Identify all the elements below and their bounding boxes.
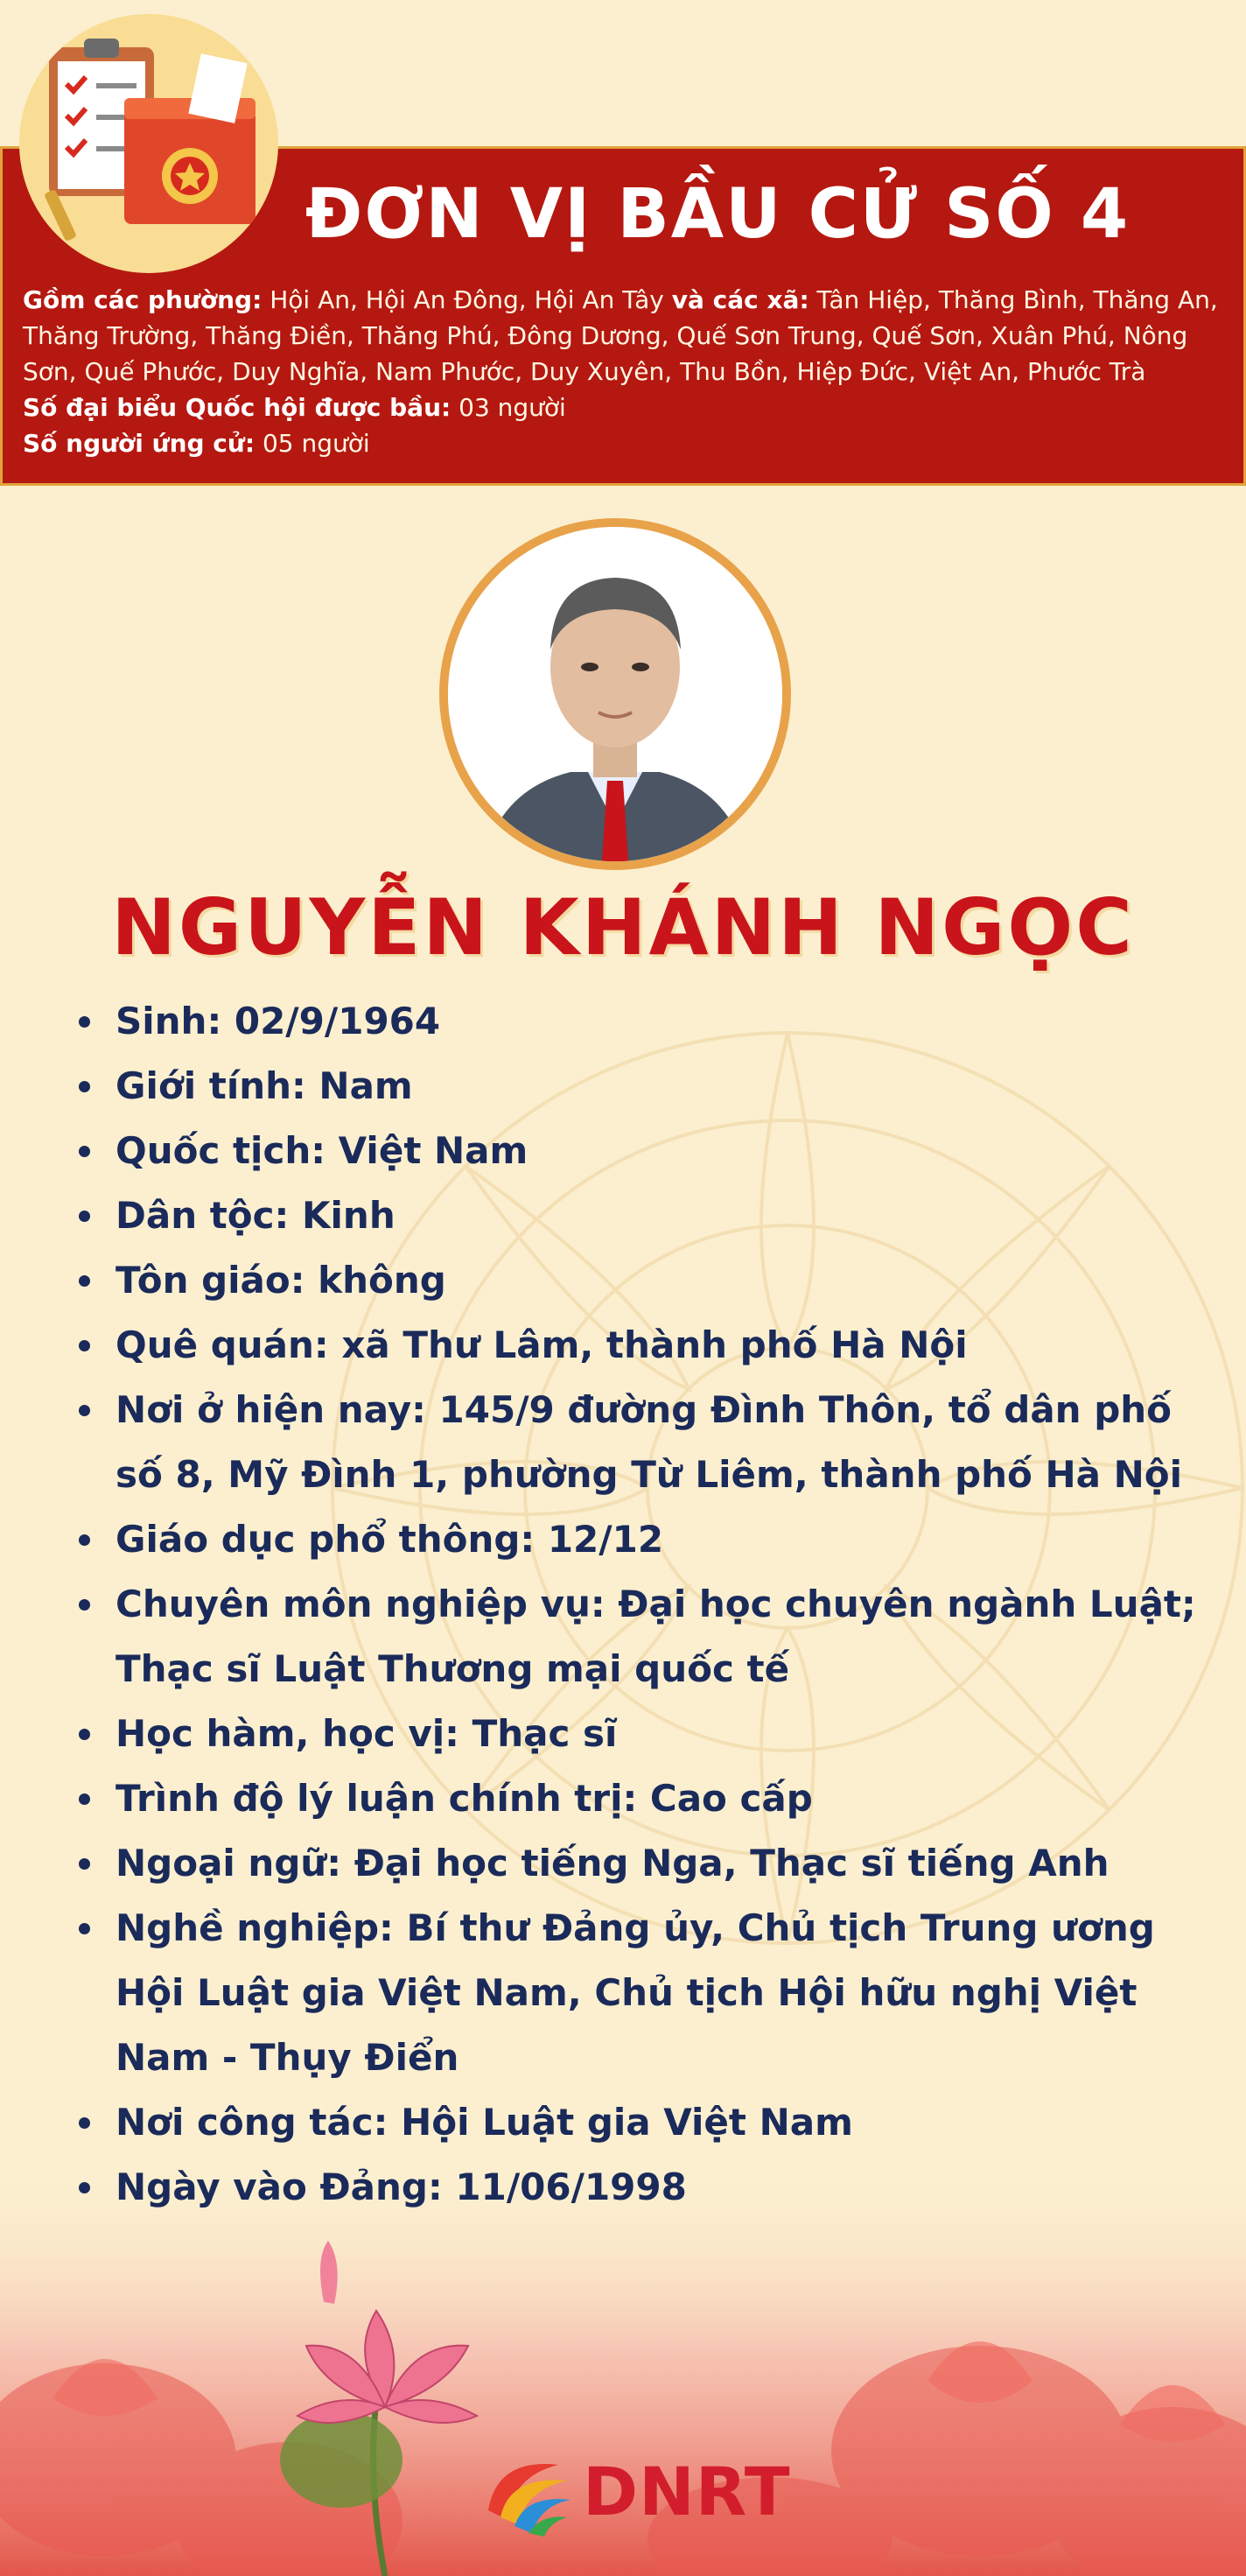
dnrt-logo-icon [480, 2449, 576, 2540]
wards-list: Hội An, Hội An Đông, Hội An Tây [270, 285, 664, 314]
electoral-unit-title: ĐƠN VỊ BẦU CỬ SỐ 4 [304, 175, 1130, 254]
candidates-value: 05 người [262, 429, 370, 458]
lotus-flower-icon [262, 2241, 508, 2576]
fact-occupation: Nghề nghiệp: Bí thư Đảng ủy, Chủ tịch Trung ương Hội Luật gia Việt Nam, Chủ tịch Hội hữu nghị Việt Nam - Thụy Điển [114, 1896, 1199, 2090]
communes-list: Tân Hiệp, Thăng Bình, Thăng An, Thăng Trường, Thăng Điền, Thăng Phú, Đông Dương, Quế Sơn Trung, Quế Sơn, Xuân Phú, Nông Sơn, Quế Phước, Duy Nghĩa, Nam Phước, Duy Xuyên, Thu Bồn, Hiệp Đức, Việt An, Phước Trà [23, 285, 1218, 386]
ballot-badge [19, 14, 278, 273]
fact-professional-qualification: Chuyên môn nghiệp vụ: Đại học chuyên ngành Luật; Thạc sĩ Luật Thương mại quốc tế [114, 1572, 1199, 1702]
fact-workplace: Nơi công tác: Hội Luật gia Việt Nam [114, 2090, 1199, 2155]
fact-political-theory: Trình độ lý luận chính trị: Cao cấp [114, 1766, 1199, 1831]
fact-ethnicity: Dân tộc: Kinh [114, 1183, 1199, 1248]
fact-general-education: Giáo dục phổ thông: 12/12 [114, 1507, 1199, 1572]
fact-foreign-languages: Ngoại ngữ: Đại học tiếng Nga, Thạc sĩ tiếng Anh [114, 1831, 1199, 1896]
communes-label: và các xã: [671, 285, 809, 314]
fact-residence: Nơi ở hiện nay: 145/9 đường Đình Thôn, tổ dân phố số 8, Mỹ Đình 1, phường Từ Liêm, thành phố Hà Nội [114, 1378, 1199, 1507]
candidate-facts [114, 989, 1199, 2220]
fact-birth: Sinh: 02/9/1964 [114, 989, 1199, 1054]
fact-nationality: Quốc tịch: Việt Nam [114, 1119, 1199, 1183]
delegates-row [23, 390, 1226, 425]
fact-hometown: Quê quán: xã Thư Lâm, thành phố Hà Nội [114, 1313, 1199, 1378]
wards-label: Gồm các phường: [23, 285, 262, 314]
candidate-portrait [448, 527, 782, 861]
fact-religion: Tôn giáo: không [114, 1248, 1199, 1313]
fact-party-admission: Ngày vào Đảng: 11/06/1998 [114, 2155, 1199, 2220]
electoral-unit-info [23, 282, 1226, 461]
delegates-value: 03 người [458, 393, 566, 422]
dnrt-logo [480, 2449, 791, 2540]
candidates-row [23, 425, 1226, 461]
logo-text: DNRT [583, 2453, 791, 2530]
delegates-label: Số đại biểu Quốc hội được bầu: [23, 393, 452, 422]
unit-areas [23, 282, 1226, 390]
fact-academic-degree: Học hàm, học vị: Thạc sĩ [114, 1702, 1199, 1766]
fact-gender: Giới tính: Nam [114, 1054, 1199, 1119]
candidates-label: Số người ứng cử: [23, 429, 256, 458]
candidate-name: NGUYỄN KHÁNH NGỌC [111, 882, 1135, 972]
